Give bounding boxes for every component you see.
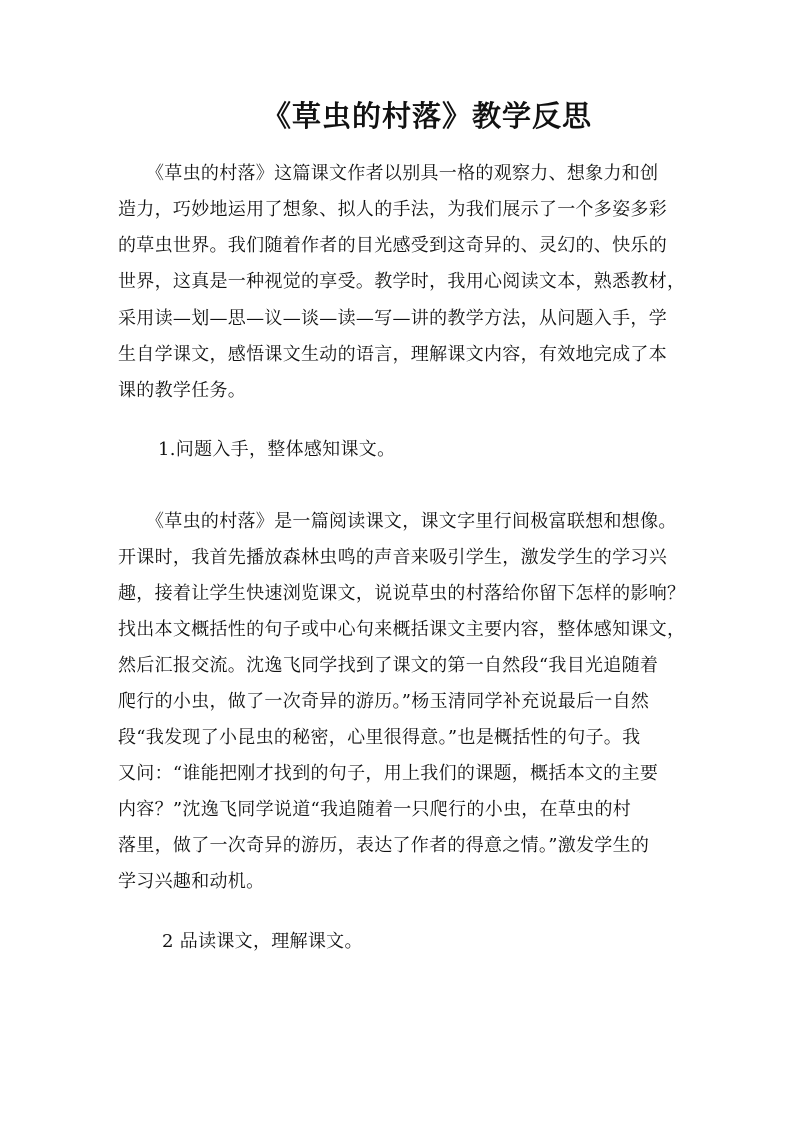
paragraph-2-line-11: 学习兴趣和动机。	[118, 871, 265, 892]
paragraph-2-line-7: 段“我发现了小昆虫的秘密，心里很得意。”也是概括性的句子。我	[118, 727, 641, 748]
section-heading-1: 1.问题入手，整体感知课文。	[158, 439, 396, 460]
paragraph-2-line-6: 爬行的小虫，做了一次奇异的游历。”杨玉清同学补充说最后一自然	[118, 691, 650, 712]
paragraph-1-line-7: 课的教学任务。	[118, 380, 247, 401]
paragraph-2-line-3: 趣，接着让学生快速浏览课文，说说草虫的村落给你留下怎样的影响？	[118, 583, 686, 604]
section-heading-2: 2 品读课文，理解课文。	[162, 931, 363, 952]
paragraph-1-line-1: 《草虫的村落》这篇课文作者以别具一格的观察力、想象力和创	[146, 163, 659, 184]
paragraph-1-line-2: 造力，巧妙地运用了想象、拟人的手法，为我们展示了一个多姿多彩	[118, 199, 667, 220]
paragraph-1-line-3: 的草虫世界。我们随着作者的目光感受到这奇异的、灵幻的、快乐的	[118, 235, 667, 256]
paragraph-2-line-8: 又问：“谁能把刚才找到的句子，用上我们的课题，概括本文的主要	[118, 763, 659, 784]
paragraph-1-line-6: 生自学课文，感悟课文生动的语言，理解课文内容，有效地完成了本	[118, 344, 667, 365]
paragraph-2-line-4: 找出本文概括性的句子或中心句来概括课文主要内容，整体感知课文，	[118, 619, 686, 640]
paragraph-2-line-1: 《草虫的村落》是一篇阅读课文，课文字里行间极富联想和想像。	[146, 511, 677, 532]
paragraph-1-line-5: 采用读—划—思—议—谈—读—写—讲的教学方法，从问题入手，学	[118, 308, 667, 329]
paragraph-2-line-2: 开课时，我首先播放森林虫鸣的声音来吸引学生，激发学生的学习兴	[118, 547, 667, 568]
document-title: 《草虫的村落》教学反思	[261, 99, 592, 133]
paragraph-1-line-4: 世界，这真是一种视觉的享受。教学时，我用心阅读文本，熟悉教材，	[118, 271, 686, 292]
paragraph-2-line-9: 内容？”沈逸飞同学说道“我追随着一只爬行的小虫，在草虫的村	[118, 799, 632, 820]
paragraph-2-line-10: 落里，做了一次奇异的游历，表达了作者的得意之情。”激发学生的	[118, 835, 650, 856]
paragraph-2-line-5: 然后汇报交流。沈逸飞同学找到了课文的第一自然段“我目光追随着	[118, 655, 659, 676]
